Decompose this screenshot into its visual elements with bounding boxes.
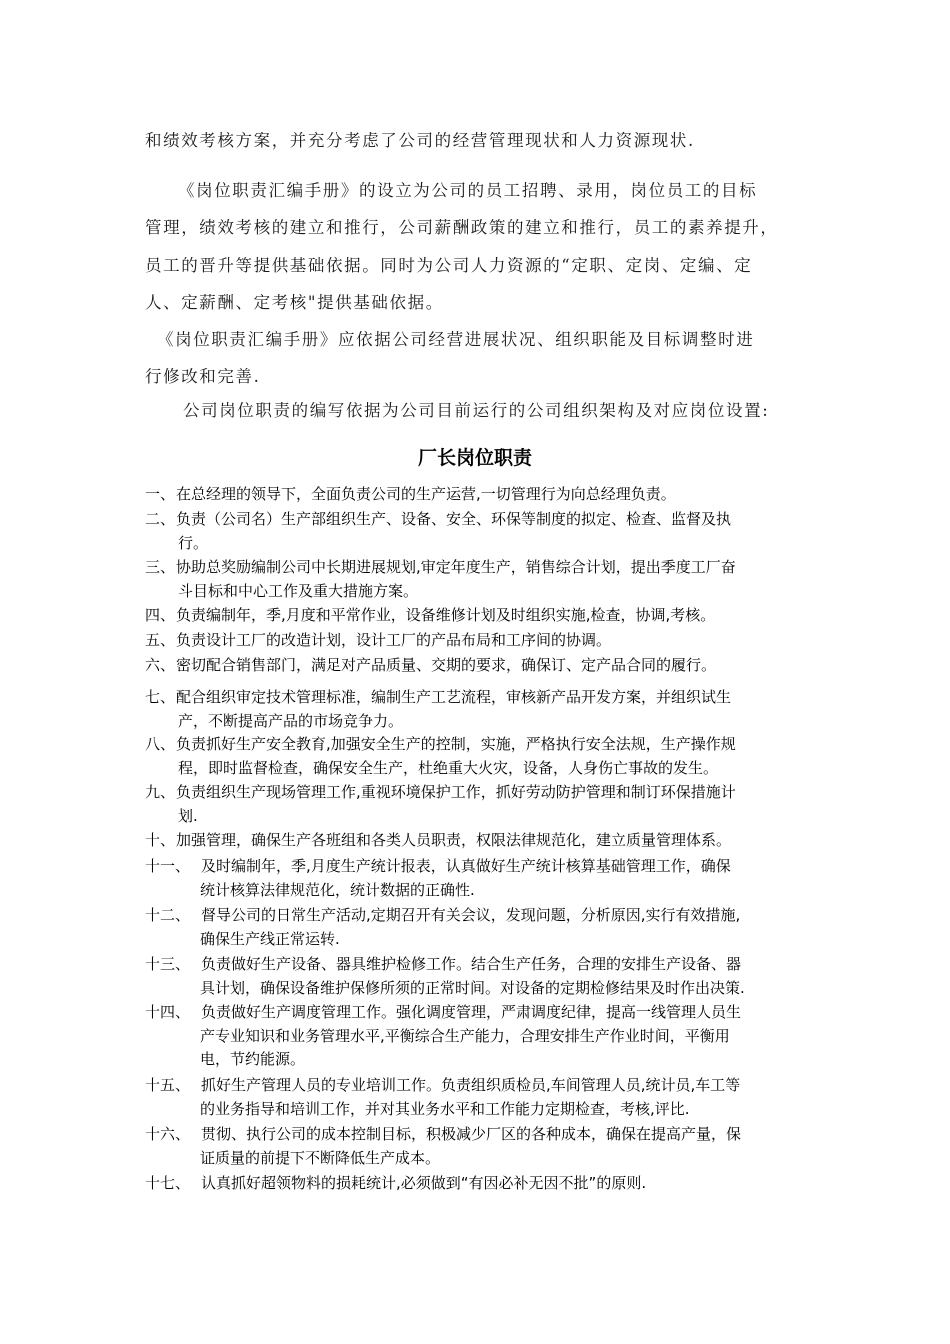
- duty-number: 十二、: [145, 906, 191, 924]
- intro-line: 《岗位职责汇编手册》的设立为公司的员工招聘、录用，岗位员工的目标: [178, 181, 758, 200]
- duty-text-line: 程，即时监督检查，确保安全生产，杜绝重大火灾，设备，人身伤亡事故的发生。: [178, 758, 719, 777]
- intro-line: 人、定薪酬、定考核"提供基础依据。: [145, 293, 444, 312]
- duty-text-line: 抓好生产管理人员的专业培训工作。负责组织质检员,车间管理人员,统计员,车工等: [201, 1076, 741, 1094]
- duty-number: 一、: [145, 485, 176, 503]
- duty-text-line: 统计核算法律规范化，统计数据的正确性.: [200, 880, 475, 899]
- duty-text-line: 负责做好生产设备、器具维护检修工作。结合生产任务，合理的安排生产设备、器: [201, 955, 742, 973]
- duty-number: 十三、: [145, 955, 191, 973]
- duty-number: 五、: [145, 631, 176, 649]
- duty-number: 二、: [145, 510, 176, 528]
- duty-number: 十一、: [145, 857, 191, 875]
- duty-text-line: 及时编制年，季,月度生产统计报表，认真做好生产统计核算基础管理工作，确保: [201, 857, 731, 875]
- duty-number: 十六、: [145, 1125, 191, 1143]
- duty-text-line: 斗目标和中心工作及重大措施方案。: [178, 581, 419, 600]
- duty-text-line: 负责做好生产调度管理工作。强化调度管理，严肃调度纪律，提高一线管理人员生: [201, 1003, 742, 1021]
- duty-text-line: 密切配合销售部门，满足对产品质量、交期的要求，确保订、定产品合同的履行。: [176, 656, 717, 674]
- duty-number: 十七、: [145, 1174, 191, 1192]
- intro-line: 员工的晋升等提供基础依据。同时为公司人力资源的“定职、定岗、定编、定: [145, 256, 753, 275]
- duty-text-line: 认真抓好超领物料的损耗统计,必须做到“有因必补无因不批”的原则.: [201, 1174, 647, 1192]
- duty-text-line: 负责（公司名）生产部组织生产、设备、安全、环保等制度的拟定、检查、监督及执: [176, 510, 732, 528]
- duty-text-line: 产专业知识和业务管理水平,平衡综合生产能力，合理安排生产作业时间，平衡用: [200, 1026, 730, 1045]
- duty-text-line: 具计划，确保设备维护保修所须的正常时间。对设备的定期检修结果及时作出决策.: [200, 978, 745, 997]
- duty-text-line: 贯彻、执行公司的成本控制目标，积极减少厂区的各种成本，确保在提高产量，保: [201, 1125, 742, 1143]
- duty-text-line: 协助总奖励编制公司中长期进展规划,审定年度生产，销售综合计划，提出季度工厂奋: [176, 558, 736, 576]
- duty-text-line: 电，节约能源。: [200, 1050, 306, 1068]
- duty-text-line: 配合组织审定技术管理标准，编制生产工艺流程，审核新产品开发方案，并组织试生: [176, 688, 732, 706]
- duty-number: 七、: [145, 688, 176, 706]
- intro-line: 管理，绩效考核的建立和推行，公司薪酬政策的建立和推行，员工的素养提升，: [145, 218, 779, 237]
- duty-number: 十四、: [145, 1003, 191, 1021]
- duty-text-line: 负责设计工厂的改造计划，设计工厂的产品布局和工序间的协调。: [176, 631, 612, 649]
- duty-text-line: 负责组织生产现场管理工作,重视环境保护工作，抓好劳动防护管理和制订环保措施计: [176, 783, 736, 801]
- duty-text-line: 在总经理的领导下，全面负责公司的生产运营,一切管理行为向总经理负责。: [176, 485, 676, 503]
- duty-number: 九、: [145, 783, 176, 801]
- duty-text-line: 负责抓好生产安全教育,加强安全生产的控制，实施，严格执行安全法规，生产操作规: [176, 735, 736, 753]
- duty-number: 十、: [145, 831, 176, 849]
- duty-number: 十五、: [145, 1076, 191, 1094]
- intro-line: 行修改和完善.: [145, 367, 261, 386]
- duty-text-line: 负责编制年，季,月度和平常作业，设备维修计划及时组织实施,检查，协调,考核。: [176, 606, 716, 624]
- duty-text-line: 证质量的前提下不断降低生产成本。: [200, 1148, 441, 1167]
- duty-number: 四、: [145, 606, 176, 624]
- duty-number: 六、: [145, 656, 176, 674]
- intro-line: 公司岗位职责的编写依据为公司目前运行的公司组织架构及对应岗位设置:: [183, 401, 770, 420]
- intro-line: 《岗位职责汇编手册》应依据公司经营进展状况、组织职能及目标调整时进: [157, 330, 755, 349]
- duty-text-line: 行。: [178, 533, 209, 552]
- duty-number: 三、: [145, 558, 176, 576]
- intro-line: 和绩效考核方案，并充分考虑了公司的经营管理现状和人力资源现状.: [145, 131, 695, 150]
- duty-text-line: 划.: [178, 806, 198, 825]
- duty-text-line: 加强管理，确保生产各班组和各类人员职责，权限法律规范化，建立质量管理体系。: [176, 831, 732, 849]
- duty-text-line: 督导公司的日常生产活动,定期召开有关会议，发现问题，分析原因,实行有效措施,: [201, 906, 741, 924]
- duty-number: 八、: [145, 735, 176, 753]
- duty-text-line: 的业务指导和培训工作，并对其业务水平和工作能力定期检查，考核,评比.: [200, 1099, 690, 1118]
- section-title: 厂长岗位职责: [417, 447, 532, 469]
- duty-text-line: 产，不断提高产品的市场竞争力。: [178, 711, 404, 730]
- duty-text-line: 确保生产线正常运转.: [200, 929, 340, 948]
